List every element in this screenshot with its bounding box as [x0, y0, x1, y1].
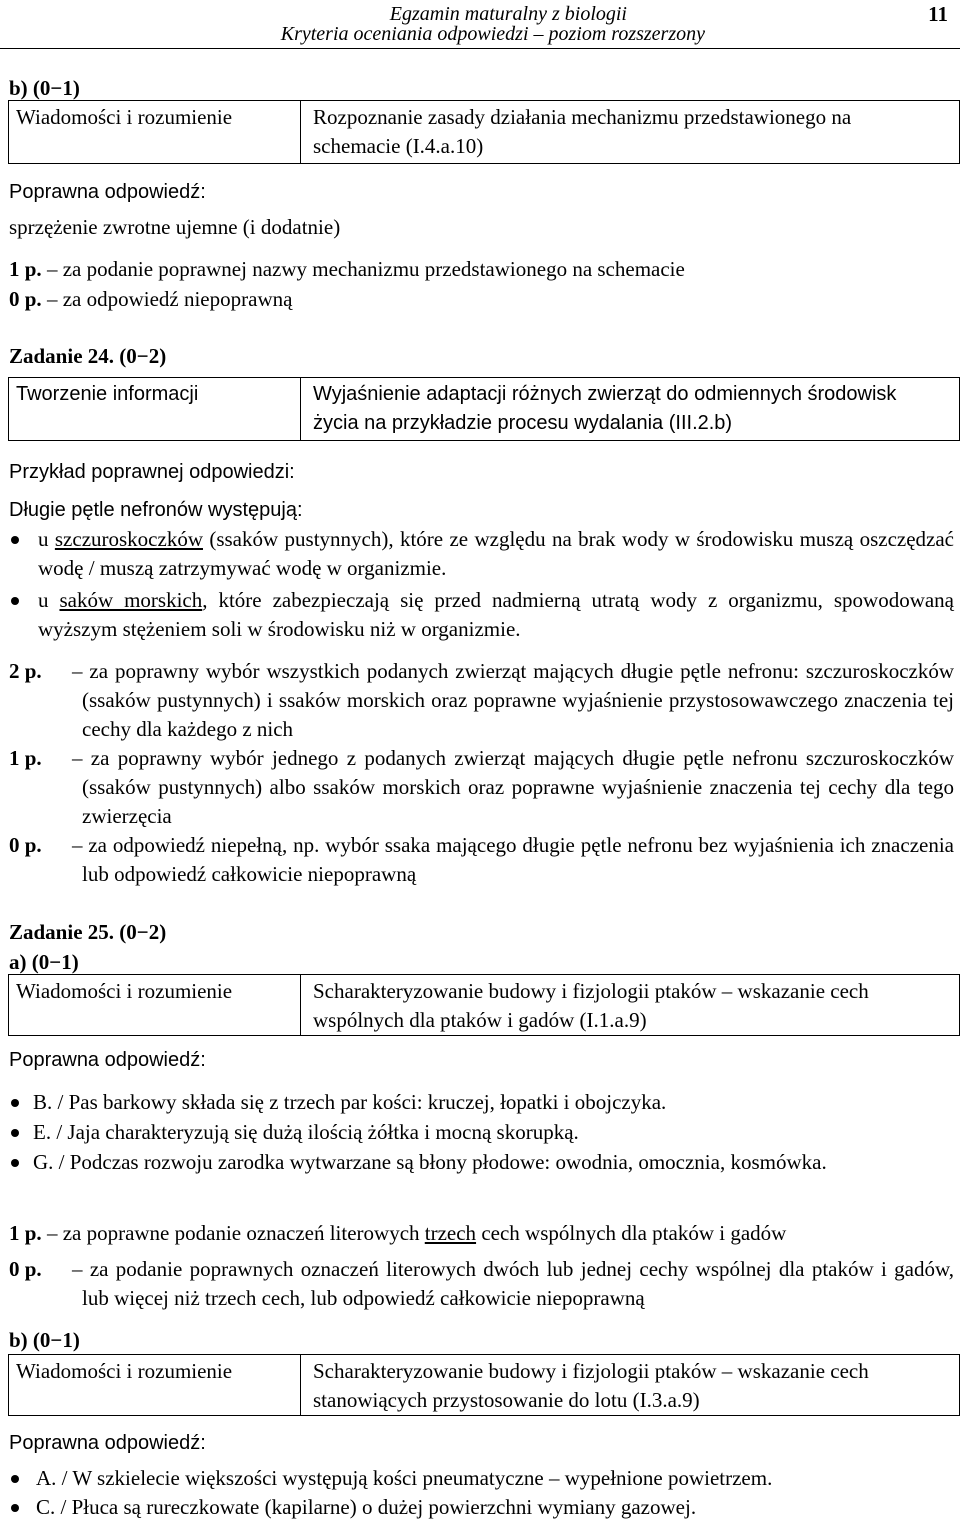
task-24-table-left: Tworzenie informacji	[9, 378, 301, 440]
skill-table-right: Rozpoznanie zasady działania mechanizmu przedstawionego na schemacie (I.4.a.10)	[313, 105, 852, 158]
bullet-icon	[11, 597, 19, 605]
answer-text: sprzężenie zwrotne ujemne (i dodatnie)	[9, 215, 341, 239]
bullet-icon	[11, 1159, 19, 1167]
bullet-2-text: u saków morskich, które zabezpieczają się przed nadmierną utratą wody z organizmu, spowodowaną wyższym stężeniem soli w środowisku niż w organizmie.	[38, 588, 954, 641]
score-1-line: 1 p. – za podanie poprawnej nazwy mechanizmu przedstawionego na schemacie	[9, 257, 685, 281]
part-b-heading: b) (0−1)	[9, 1328, 80, 1352]
task-25b-table-right: Scharakteryzowanie budowy i fizjologii ptaków – wskazanie cech stanowiących przystosowanie do lotu (I.3.a.9)	[313, 1359, 869, 1412]
bullet-icon	[11, 536, 19, 544]
part-b-heading: b) (0−1)	[9, 76, 80, 100]
intro-text: Długie pętle nefronów występują:	[9, 499, 303, 521]
skill-table	[8, 100, 960, 164]
score-2-label: 2 p.	[9, 659, 42, 683]
answer-item-c: C. / Płuca są rureczkowate (kapilarne) o dużej powierzchni wymiany gazowej.	[36, 1495, 697, 1519]
score-0-text: – za podanie poprawnych oznaczeń literowych dwóch lub jednej cechy wspólnej dla ptaków i gadów, lub więcej niż trzech cech, lub odpowiedź całkowicie niepoprawną	[72, 1257, 954, 1310]
header-subtitle: Kryteria oceniania odpowiedzi – poziom rozszerzony	[280, 23, 705, 45]
score-1-line: 1 p. – za poprawne podanie oznaczeń literowych trzech cech wspólnych dla ptaków i gadów	[9, 1221, 787, 1245]
answer-item-e: E. / Jaja charakteryzują się dużą ilością żółtka i mocną skorupką.	[33, 1120, 579, 1144]
task-25a-table	[8, 974, 960, 1036]
task-25-heading: Zadanie 25. (0−2)	[9, 920, 167, 944]
score-0-text: – za odpowiedź niepełną, np. wybór ssaka mającego długie pętle nefronu bez wyjaśnienia ich znaczenia lub odpowiedź całkowicie niepoprawną	[72, 833, 954, 886]
page-number: 11	[928, 2, 948, 26]
bullet-icon	[11, 1504, 19, 1512]
task-24-table-right: Wyjaśnienie adaptacji różnych zwierząt do odmiennych środowisk życia na przykładzie procesu wydalania (III.2.b)	[313, 383, 897, 434]
page-header	[0, 0, 960, 49]
task-25b-table-left: Wiadomości i rozumienie	[9, 1355, 301, 1415]
skill-table-left: Wiadomości i rozumienie	[9, 101, 301, 163]
bullet-icon	[11, 1475, 19, 1483]
task-25b-table	[8, 1354, 960, 1416]
task-25a-table-left: Wiadomości i rozumienie	[9, 975, 301, 1035]
example-label: Przykład poprawnej odpowiedzi:	[9, 461, 295, 483]
task-24-table	[8, 377, 960, 441]
score-0-label: 0 p.	[9, 1257, 42, 1281]
answer-label: Poprawna odpowiedź:	[9, 1432, 206, 1454]
answer-label: Poprawna odpowiedź:	[9, 1049, 206, 1071]
score-1-label: 1 p.	[9, 746, 42, 770]
bullet-icon	[11, 1099, 19, 1107]
score-0-line: 0 p. – za odpowiedź niepoprawną	[9, 287, 293, 311]
part-a-heading: a) (0−1)	[9, 950, 79, 974]
score-1-text: – za poprawny wybór jednego z podanych zwierząt mających długie pętle nefronu szczuroskoczków (ssaków pustynnych) albo ssaków morskich oraz poprawne wyjaśnienie znaczenia tej cechy dla tego zwierzęcia	[72, 746, 954, 828]
bullet-1-text: u szczuroskoczków (ssaków pustynnych), które ze względu na brak wody w środowisku muszą oszczędzać wodę / muszą zatrzymywać wodę w organizmie.	[38, 527, 955, 580]
score-0-label: 0 p.	[9, 833, 42, 857]
answer-item-a: A. / W szkielecie większości występują kości pneumatyczne – wypełnione powietrzem.	[36, 1466, 773, 1490]
answer-label: Poprawna odpowiedź:	[9, 181, 206, 203]
bullet-icon	[11, 1129, 19, 1137]
score-2-text: – za poprawny wybór wszystkich podanych zwierząt mających długie pętle nefronu: szczuroskoczków (ssaków pustynnych) i ssaków morskich oraz poprawne wyjaśnienie przystosowawczego znaczenia tej cechy dla każdego z nich	[72, 659, 954, 741]
task-25a-table-right: Scharakteryzowanie budowy i fizjologii ptaków – wskazanie cech wspólnych dla ptaków i gadów (I.1.a.9)	[313, 979, 869, 1032]
answer-item-b: B. / Pas barkowy składa się z trzech par kości: kruczej, łopatki i obojczyka.	[33, 1090, 667, 1114]
answer-item-g: G. / Podczas rozwoju zarodka wytwarzane są błony płodowe: owodnia, omocznia, kosmówka.	[33, 1150, 827, 1174]
header-title: Egzamin maturalny z biologii	[389, 3, 627, 25]
task-24-heading: Zadanie 24. (0−2)	[9, 344, 167, 368]
